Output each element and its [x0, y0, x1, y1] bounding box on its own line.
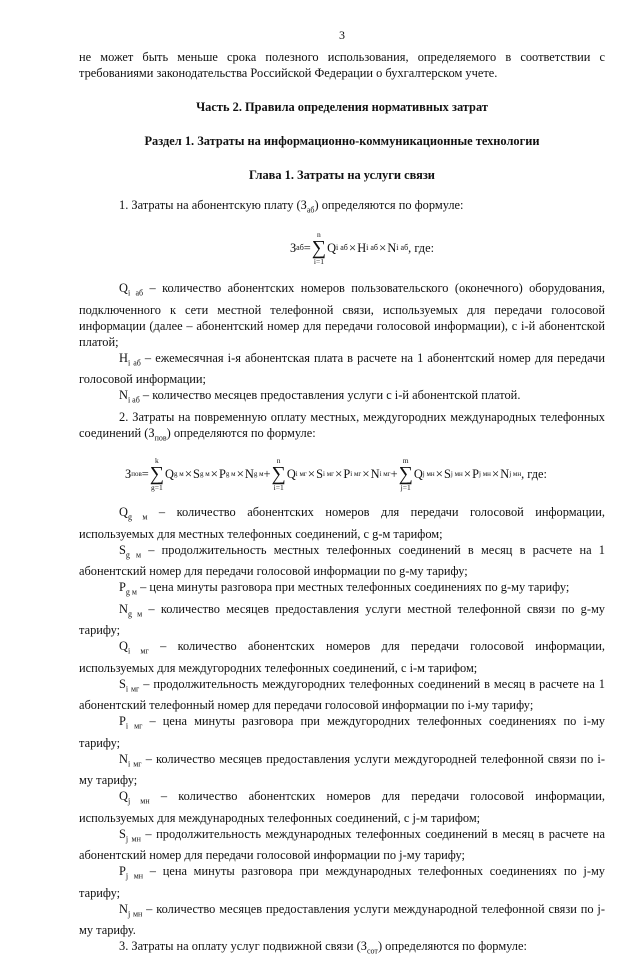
symbol-subscript: i мг — [125, 684, 140, 694]
symbol-subscript: g м — [125, 550, 142, 560]
formula-term: S — [316, 467, 324, 482]
page-number: 3 — [339, 28, 345, 42]
definition-item — [79, 504, 605, 541]
definition-text: – продолжительность местных телефонных соединений в месяц в расчете на 1 абонентский номер для передачи голосовой информации по g-му тарифу; — [79, 542, 605, 579]
symbol-subscript: j мн — [127, 908, 143, 918]
symbol: S — [119, 542, 126, 557]
formula-term: N — [370, 467, 380, 482]
formula-term: P — [472, 467, 480, 482]
definition-text: – цена минуты разговора при местных телефонных соединениях по g-му тарифу; — [136, 580, 570, 595]
multiply-sign: × — [335, 466, 343, 482]
sum-upper-limit: k — [155, 456, 159, 466]
sigma-glyph: ∑ — [271, 463, 286, 486]
symbol-subscript: i аб — [127, 288, 144, 298]
definition-text: – количество абонентских номеров для передачи голосовой информации, используемых для междугородних телефонных соединений, с i-м тарифом; — [79, 639, 605, 675]
formula-term: S — [444, 467, 451, 482]
plus-sign: + — [390, 467, 398, 482]
sum-sign: n ∑ i=1 — [311, 230, 327, 267]
sum-lower-limit: i=1 — [273, 483, 284, 493]
multiply-sign: × — [463, 466, 472, 482]
formula-term-subscript: i мг — [379, 470, 391, 479]
symbol: S — [119, 676, 126, 691]
definition-text: – количество абонентских номеров для передачи голосовой информации, используемых для местных телефонных соединений, с g-м тарифом; — [79, 505, 605, 541]
definition-item — [79, 788, 605, 825]
symbol: Q — [119, 789, 128, 804]
symbol-subscript: g м — [127, 609, 143, 619]
formula-term-subscript: j мн — [479, 470, 491, 479]
sum-upper-limit: n — [276, 456, 281, 466]
sum-sign — [150, 456, 164, 492]
symbol-subscript: g м — [127, 512, 148, 522]
multiply-sign: × — [210, 466, 218, 482]
chapter-title: Глава 1. Затраты на услуги связи — [249, 168, 435, 182]
symbol: S — [119, 826, 126, 841]
formula-term-subscript: g м — [225, 470, 236, 479]
sum-upper-limit: m — [402, 456, 409, 466]
formula-term-subscript: j мн — [422, 470, 435, 479]
definition-item — [79, 713, 605, 750]
sigma-glyph: ∑ — [398, 463, 413, 486]
multiply-sign: × — [435, 466, 443, 482]
symbol-subscript: i мг — [127, 646, 149, 656]
definition-item — [79, 863, 605, 900]
definition-text: – количество месяцев предоставления услуги с i-й абонентской платой. — [139, 388, 521, 403]
formula-term-subscript: i мг — [350, 470, 362, 479]
symbol-subscript: j мн — [125, 871, 144, 881]
definition-item — [79, 676, 605, 713]
definition-item — [79, 280, 605, 349]
formula-term: S — [193, 467, 200, 482]
sum-lower-limit: j=1 — [400, 483, 411, 493]
symbol-subscript: j мн — [125, 834, 141, 844]
symbol-subscript: i мг — [125, 721, 143, 731]
multiply-sign: × — [362, 466, 370, 482]
symbol: N — [119, 388, 128, 403]
sum-lower-limit: g=1 — [151, 483, 163, 493]
definition-text: – ежемесячная i-я абонентская плата в расчете на 1 абонентский номер для передачи голосовой информации; — [79, 350, 605, 387]
formula-term-subscript: g м — [174, 470, 184, 479]
formula-term: P — [218, 467, 226, 482]
definitions-list-2 — [79, 504, 605, 938]
formula-term: Q — [286, 467, 296, 482]
formula-term-subscript: g м — [253, 470, 264, 479]
symbol: Q — [119, 505, 128, 520]
intro-paragraph: не может быть меньше срока полезного использования, определяемого в соответствии с требованиями законодательства Российской Федерации о бухгалтерском учете. — [79, 50, 605, 80]
definition-item — [79, 350, 605, 387]
formula-lhs: З — [125, 467, 132, 482]
formula-timed-calls — [125, 456, 605, 492]
section-title: Раздел 1. Затраты на информационно-коммуникационные технологии — [144, 134, 540, 148]
symbol-subscript: j мн — [127, 796, 150, 806]
definition-text: – количество месяцев предоставления услуги международной телефонной связи по j-му тарифу. — [79, 901, 605, 937]
plus-sign: + — [263, 467, 271, 482]
definition-text: – цена минуты разговора при междугородних телефонных соединениях по i-му тарифу; — [79, 714, 605, 750]
symbol: P — [119, 580, 126, 595]
formula-term-subscript: i мг — [323, 470, 335, 479]
definition-item — [79, 579, 605, 600]
definition-item — [79, 387, 605, 408]
part-title: Часть 2. Правила определения нормативных затрат — [196, 100, 488, 114]
item-1-paragraph: 1. Затраты на абонентскую плату $(З_{аб})$ определяются по формуле: — [119, 198, 464, 215]
definition-text: – количество месяцев предоставления услуги междугородней телефонной связи по i-му тарифу; — [79, 751, 605, 788]
definition-text: – продолжительность международных телефонных соединений в месяц в расчете на абонентский номер для передачи голосовой информации по j-му тарифу; — [79, 826, 605, 863]
multiply-sign: × — [236, 466, 244, 482]
formula-term: Q — [165, 467, 174, 482]
symbol: P — [119, 714, 126, 729]
formula-term-subscript: g м — [199, 470, 210, 479]
formula-lhs-subscript: пов — [131, 470, 142, 479]
symbol: H — [119, 350, 128, 365]
definition-item — [79, 638, 605, 675]
definition-item — [79, 751, 605, 788]
definition-item — [79, 542, 605, 579]
symbol: Q — [119, 281, 128, 296]
formula-term-subscript: i мг — [295, 470, 307, 479]
sum-sign — [272, 456, 286, 492]
formula-term: N — [500, 467, 510, 482]
definition-item — [79, 601, 605, 638]
symbol-subscript: i мг — [127, 759, 142, 769]
symbol: N — [119, 901, 128, 916]
definition-text: – количество абонентских номеров для передачи голосовой информации, используемых для международных телефонных соединений, с j-м тарифом; — [79, 789, 605, 825]
symbol: N — [119, 751, 128, 766]
formula-term-subscript: j мн — [509, 470, 522, 479]
equals-sign: = — [141, 467, 149, 482]
definition-text: – продолжительность междугородних телефонных соединений в месяц в расчете на 1 абонентский телефонный номер для передачи голосовой информации по i-му тарифу; — [79, 676, 605, 713]
document-page — [79, 28, 605, 959]
multiply-sign: × — [307, 466, 316, 482]
symbol-subscript: g м — [125, 587, 137, 597]
definition-text: – цена минуты разговора при международных телефонных соединениях по j-му тарифу; — [79, 864, 605, 900]
item-3-paragraph: 3. Затраты на оплату услуг подвижной связи $(З_{сот})$ определяются по формуле: — [119, 938, 527, 956]
multiply-sign: × — [184, 466, 193, 482]
definitions-list-1 — [79, 280, 605, 408]
multiply-sign: × — [491, 466, 500, 482]
symbol: P — [119, 864, 126, 879]
sigma-glyph: ∑ — [149, 463, 165, 486]
definition-text: – количество месяцев предоставления услуги местной телефонной связи по g-му тарифу; — [79, 601, 606, 638]
definition-item — [79, 826, 605, 863]
formula-abonent-fee: З аб = n ∑ i=1 Q i аб × H i аб × N i аб , где: — [289, 230, 435, 267]
formula-term-subscript: j мн — [450, 470, 463, 479]
symbol: N — [119, 601, 128, 616]
definition-text: – количество абонентских номеров пользовательского (оконечного) оборудования, подключенного к сети местной телефонной связи, используемых для передачи голосовой информации (далее – абонентский номер для передачи голосовой информации), с i-й абонентской платой; — [79, 281, 605, 349]
sum-sign — [399, 456, 413, 492]
symbol-subscript: i аб — [127, 395, 140, 405]
formula-tail: , где: — [521, 467, 547, 482]
formula-term: N — [244, 467, 254, 482]
formula-term: P — [343, 467, 351, 482]
symbol-subscript: i аб — [127, 358, 141, 368]
symbol: Q — [119, 639, 128, 654]
formula-term: Q — [413, 467, 423, 482]
item-2-paragraph: 2. Затраты на повременную оплату местных, междугородних международных телефонных соединений $(З_{пов})$ определяются по формуле: — [79, 409, 605, 443]
definition-item — [79, 901, 605, 938]
